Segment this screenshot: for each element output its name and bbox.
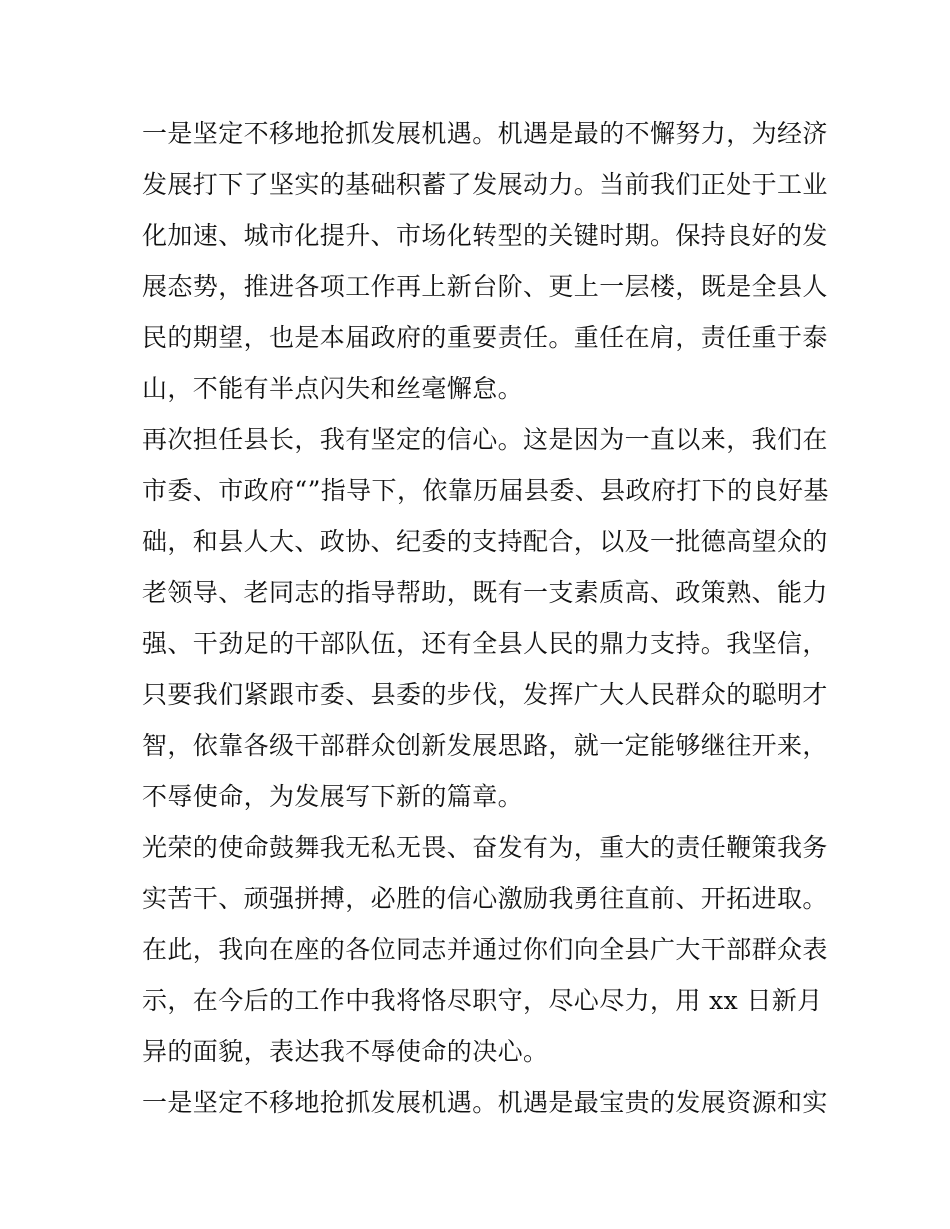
text-line: 民的期望，也是本届政府的重要责任。重任在肩，责任重于泰	[142, 323, 828, 352]
text-line: 展态势，推进各项工作再上新台阶、更上一层楼，既是全县人	[142, 272, 828, 301]
text-line: 发展打下了坚实的基础积蓄了发展动力。当前我们正处于工业	[142, 170, 828, 199]
text-line: 一是坚定不移地抢抓发展机遇。机遇是最宝贵的发展资源和实	[142, 1088, 828, 1117]
text-line: 础，和县人大、政协、纪委的支持配合，以及一批德高望众的	[142, 527, 828, 556]
text-line: 只要我们紧跟市委、县委的步伐，发挥广大人民群众的聪明才	[142, 680, 828, 709]
text-line: 光荣的使命鼓舞我无私无畏、奋发有为，重大的责任鞭策我务	[142, 833, 828, 862]
text-line: 异的面貌，表达我不辱使命的决心。	[142, 1037, 549, 1066]
text-line: 强、干劲足的干部队伍，还有全县人民的鼎力支持。我坚信，	[142, 629, 828, 658]
text-line: 老领导、老同志的指导帮助，既有一支素质高、政策熟、能力	[142, 578, 828, 607]
text-line: 智，依靠各级干部群众创新发展思路，就一定能够继往开来，	[142, 731, 828, 760]
text-line: 在此，我向在座的各位同志并通过你们向全县广大干部群众表	[142, 935, 828, 964]
text-line: 市委、市政府“”指导下，依靠历届县委、县政府打下的良好基	[142, 476, 829, 505]
text-line: 再次担任县长，我有坚定的信心。这是因为一直以来，我们在	[142, 425, 828, 454]
text-line: 山，不能有半点闪失和丝毫懈怠。	[142, 374, 524, 403]
text-line: 不辱使命，为发展写下新的篇章。	[142, 782, 524, 811]
text-line: 实苦干、顽强拼搏，必胜的信心激励我勇往直前、开拓进取。	[142, 884, 828, 913]
document-body	[142, 108, 829, 1128]
text-line: 示，在今后的工作中我将恪尽职守，尽心尽力，用 xx 日新月	[142, 986, 823, 1015]
text-line: 一是坚定不移地抢抓发展机遇。机遇是最的不懈努力，为经济	[142, 119, 828, 148]
text-line: 化加速、城市化提升、市场化转型的关键时期。保持良好的发	[142, 221, 828, 250]
